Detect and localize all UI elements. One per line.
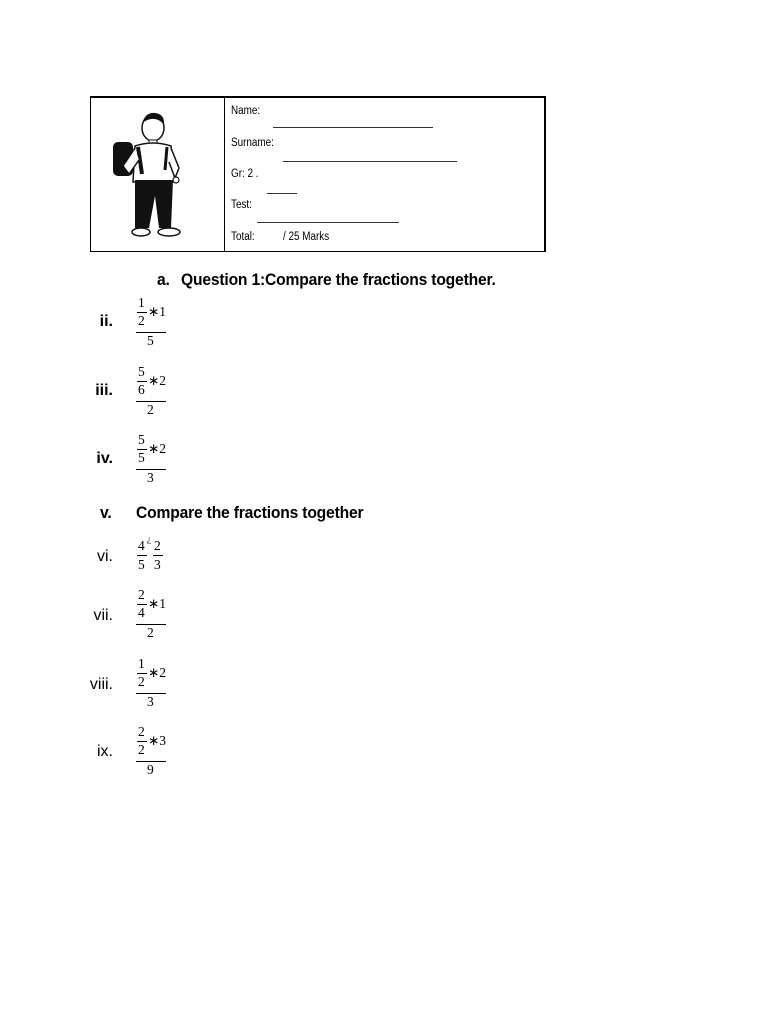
section-a-title: Question 1:Compare the fractions together. <box>181 270 496 289</box>
student-fields-cell <box>227 98 544 251</box>
main-denominator: 2 <box>147 402 154 417</box>
main-denominator: 3 <box>147 694 154 709</box>
inner-denominator: 2 <box>138 313 145 328</box>
item-label: vi. <box>97 548 113 565</box>
multiplier: ∗1 <box>148 304 167 319</box>
section-v-label: v. <box>100 503 112 522</box>
main-denominator: 2 <box>147 625 154 640</box>
first-numerator: 4 <box>138 538 145 553</box>
total-label: Total: <box>231 231 255 243</box>
first-fraction-bar <box>137 555 147 556</box>
multiplier: ∗1 <box>148 596 167 611</box>
test-input-line[interactable] <box>257 222 399 223</box>
test-label: Test: <box>231 199 252 211</box>
student-with-backpack-illustration <box>105 104 205 244</box>
inner-denominator: 2 <box>138 674 145 689</box>
multiplier: ∗2 <box>148 665 167 680</box>
multiplier: ∗2 <box>148 441 167 456</box>
second-numerator: 2 <box>154 538 161 553</box>
inner-numerator: 1 <box>138 295 145 310</box>
student-info-box <box>90 96 546 252</box>
student-picture-cell <box>91 98 225 251</box>
comparison-symbol: ¿ <box>147 534 151 544</box>
item-label: ix. <box>97 743 113 760</box>
inner-denominator: 2 <box>138 742 145 757</box>
section-a-marker: a. <box>157 270 170 289</box>
item-label: ii. <box>99 313 113 330</box>
second-denominator: 3 <box>154 557 161 572</box>
main-denominator: 9 <box>147 762 154 777</box>
main-denominator: 5 <box>147 333 154 348</box>
inner-numerator: 5 <box>138 364 145 379</box>
name-input-line[interactable] <box>273 127 433 128</box>
name-label: Name: <box>231 105 261 117</box>
second-fraction-bar <box>153 555 163 556</box>
grade-input-line[interactable] <box>267 193 297 194</box>
item-label: iii. <box>95 382 113 399</box>
multiplier: ∗3 <box>148 733 167 748</box>
inner-denominator: 6 <box>138 382 145 397</box>
first-denominator: 5 <box>138 557 145 572</box>
item-label: viii. <box>89 676 113 693</box>
surname-label: Surname: <box>231 137 274 149</box>
main-denominator: 3 <box>147 470 154 485</box>
inner-denominator: 4 <box>138 605 145 620</box>
inner-numerator: 2 <box>138 587 145 602</box>
section-v-title: Compare the fractions together <box>136 503 364 522</box>
inner-denominator: 5 <box>138 450 145 465</box>
multiplier: ∗2 <box>148 373 167 388</box>
inner-numerator: 5 <box>138 432 145 447</box>
total-marks: / 25 Marks <box>283 231 330 243</box>
inner-numerator: 2 <box>138 724 145 739</box>
grade-label: Gr: 2 . <box>231 168 259 180</box>
item-label: vii. <box>93 607 113 624</box>
item-label: iv. <box>96 450 113 467</box>
inner-numerator: 1 <box>138 656 145 671</box>
surname-input-line[interactable] <box>283 161 457 162</box>
